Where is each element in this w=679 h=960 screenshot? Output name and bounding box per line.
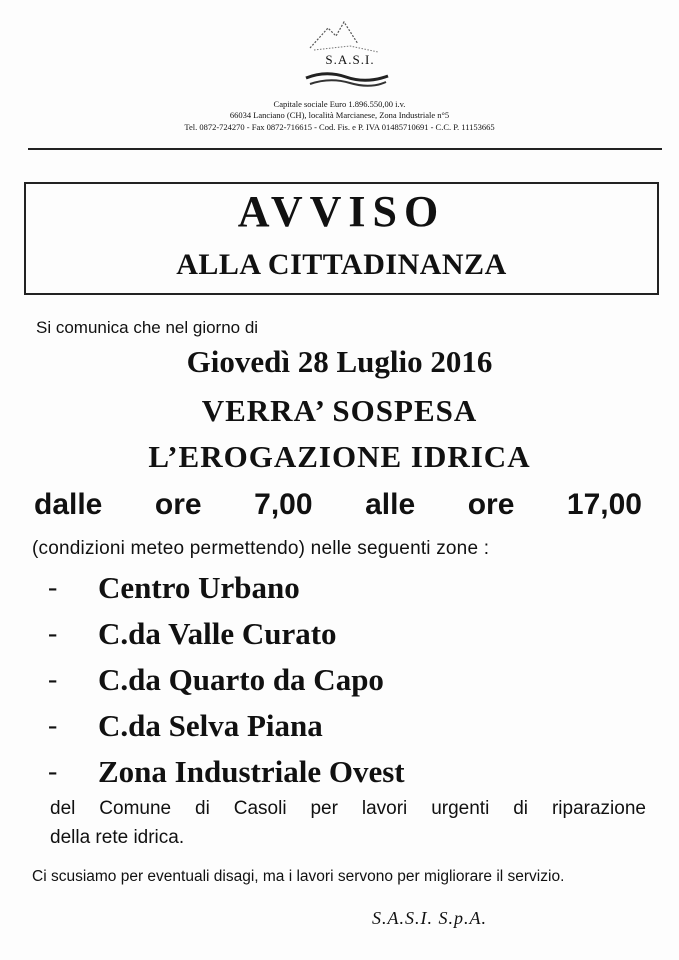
tail-word: lavori [361,798,408,819]
tail-word: di [195,798,210,819]
zone-name: C.da Valle Curato [98,616,337,651]
wave-icon [302,68,390,90]
conditions-text: (condizioni meteo permettendo) nelle seguenti zone : [32,538,490,559]
outage-hours [34,488,642,522]
signature: S.A.S.I. S.p.A. [372,908,487,928]
tail-word: Casoli [233,798,287,819]
list-item [48,703,405,749]
company-contacts: Tel. 0872-724270 - Fax 0872-716615 - Cod. Fis. e P. IVA 01485710691 - C.C. P. 11153665 [184,122,495,132]
hours-word: 7,00 [254,488,313,521]
company-address: 66034 Lanciano (CH), località Marcianese, Zona Industriale n°5 [229,110,450,120]
list-item [48,749,405,795]
intro-text: Si comunica che nel giorno di [36,318,259,337]
hours-word: dalle [34,488,103,521]
tail-word: per [310,798,338,819]
hours-word: 17,00 [566,488,642,521]
list-item [48,611,405,657]
notice-subtitle: ALLA CITTADINANZA [176,248,507,281]
hours-word: ore [467,488,515,521]
sasi-logo-icon [300,16,390,56]
zone-bullet: - [48,756,58,787]
hours-word: alle [365,488,416,521]
brand-name: S.A.S.I. [325,52,375,67]
hours-word: ore [154,488,202,521]
outage-date: Giovedì 28 Luglio 2016 [186,344,493,379]
zone-bullet: - [48,664,58,695]
company-capital: Capitale sociale Euro 1.896.550,00 i.v. [273,99,406,109]
apology-text: Ci scusiamo per eventuali disagi, ma i lavori servono per migliorare il servizio. [32,868,565,885]
zone-name: C.da Quarto da Capo [98,662,384,697]
notice-title: AVVISO [237,187,446,236]
municipality-line [50,798,646,820]
zone-name: Centro Urbano [98,570,300,605]
zone-name: C.da Selva Piana [98,708,323,743]
tail-word: riparazione [551,798,646,819]
tail-word: Comune [99,798,172,819]
tail-word: urgenti [431,798,490,819]
list-item [48,565,405,611]
tail-word: di [513,798,529,819]
tail-word: del [50,798,76,819]
zone-bullet: - [48,618,58,649]
water-supply-line: L’EROGAZIONE IDRICA [148,439,531,474]
suspension-line: VERRA’ SOSPESA [201,393,478,428]
list-item [48,657,405,703]
zone-name: Zona Industriale Ovest [98,754,405,789]
zone-bullet: - [48,572,58,603]
zone-bullet: - [48,710,58,741]
header-divider [28,148,662,150]
municipality-line-end: della rete idrica. [50,827,185,848]
zones-list [48,565,405,795]
